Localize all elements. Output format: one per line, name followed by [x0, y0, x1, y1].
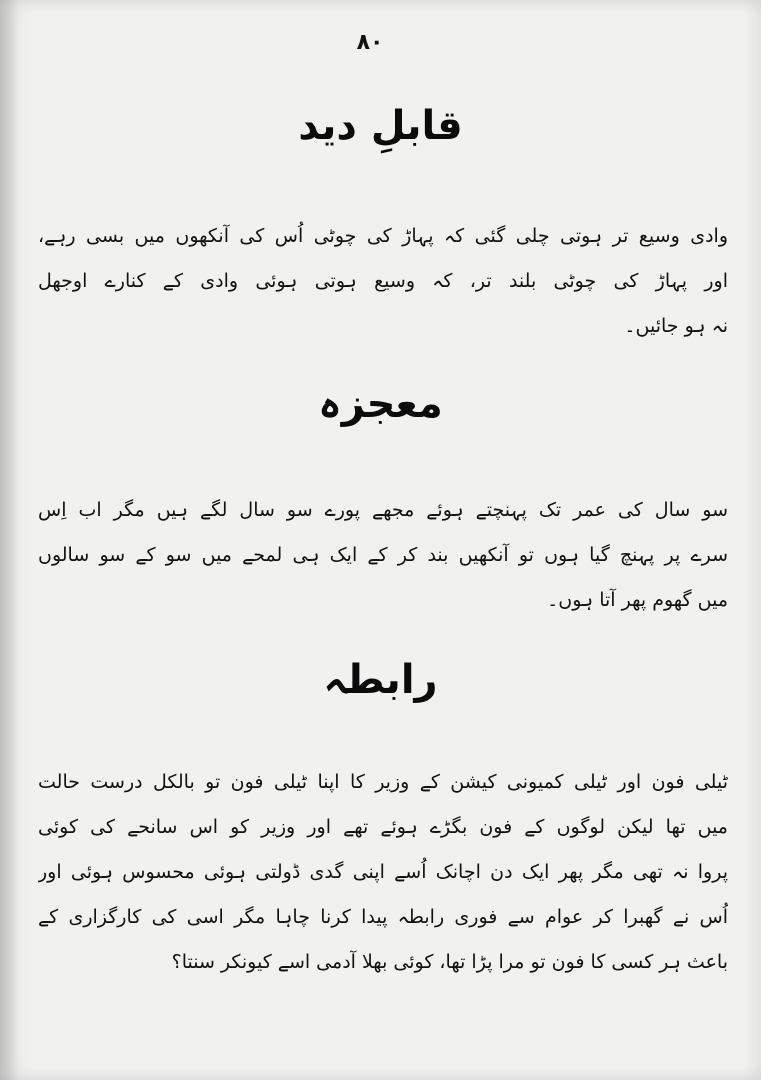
paragraph-line: ٹیلی فون اور ٹیلی کمیونی کیشن کے وزیر کا اپنا ٹیلی فون تو بالکل درست حالت [38, 771, 728, 793]
paragraph-line: اُس نے گھبرا کر عوام سے فوری رابطہ پیدا کرنا چاہا مگر اسی کی کارگزاری کے [38, 906, 728, 928]
paragraph-qabil-e-deed [38, 214, 728, 349]
paragraph-line: نہ ہو جائیں۔ [624, 315, 728, 337]
paragraph-line: وادی وسیع تر ہوتی چلی گئی کہ پہاڑ کی چوٹی اُس کی آنکھوں میں بسی رہے، [38, 225, 728, 247]
paragraph-line: پروا نہ تھی مگر پھر ایک دن اچانک اُسے اپنی گدی ڈولتی ہوئی محسوس ہوئی اور [38, 861, 728, 883]
page-number: ۸۰ [356, 30, 384, 55]
paragraph-line: اور پہاڑ کی چوٹی بلند تر، کہ وسیع ہوتی ہوئی وادی کے کنارے اوجھل [38, 270, 728, 292]
paragraph-line: سرے پر پہنچ گیا ہوں تو آنکھیں بند کر کے ایک ہی لمحے میں سو کے سو سالوں [38, 544, 728, 566]
section-title-qabil-e-deed: قابلِ دید [298, 103, 463, 149]
section-title-mojiza: معجزہ [318, 381, 443, 427]
paragraph-line: باعث ہر کسی کا فون تو مرا پڑا تھا، کوئی بھلا آدمی اسے کیونکر سنتا؟ [171, 951, 728, 973]
paragraph-line: میں تھا لیکن لوگوں کے فون بگڑے ہوئے تھے اور وزیر کو اس سانحے کی کوئی [38, 816, 728, 838]
section-title-rabta: رابطہ [323, 657, 438, 703]
paragraph-rabta [38, 760, 728, 985]
paragraph-line: سو سال کی عمر تک پہنچتے ہوئے مجھے پورے سو سال لگے ہیں مگر اب اِس [38, 499, 728, 521]
paragraph-line: میں گھوم پھر آتا ہوں۔ [547, 589, 728, 611]
paragraph-mojiza [38, 488, 728, 623]
